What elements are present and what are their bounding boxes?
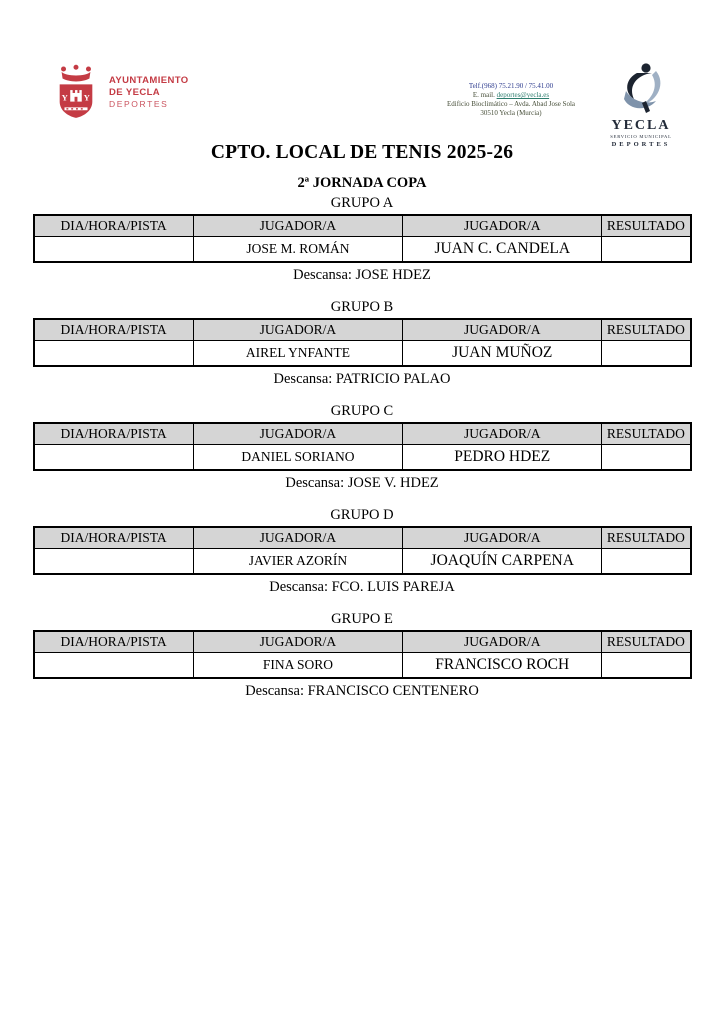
group-heading: GRUPO D [330, 507, 394, 523]
col-header-jugador-2: JUGADOR/A [403, 527, 602, 549]
player1-cell: AIREL YNFANTE [193, 341, 403, 367]
player2-cell: JOAQUÍN CARPENA [403, 549, 602, 575]
email-link[interactable]: deportes@yecla.es [496, 91, 550, 100]
contact-block [440, 82, 582, 118]
yecla-coat-of-arms-icon [52, 64, 100, 120]
email-label: E. mail. [472, 91, 495, 100]
col-header-resultado: RESULTADO [602, 423, 691, 445]
match-row [34, 341, 691, 367]
col-header-jugador-1: JUGADOR/A [193, 319, 403, 341]
group-table [33, 526, 692, 575]
org-department-line: DEPORTES [109, 98, 169, 109]
group-table [33, 214, 692, 263]
table-header-row [34, 631, 691, 653]
document-header [0, 0, 724, 148]
col-header-resultado: RESULTADO [602, 215, 691, 237]
col-header-dia-hora-pista: DIA/HORA/PISTA [34, 423, 194, 445]
col-header-jugador-1: JUGADOR/A [193, 215, 403, 237]
col-header-jugador-1: JUGADOR/A [193, 527, 403, 549]
org-name-line: DE YECLA [109, 86, 161, 98]
group-table [33, 422, 692, 471]
rest-player-line: Descansa: JOSE V. HDEZ [285, 475, 439, 491]
rest-player-line: Descansa: FCO. LUIS PAREJA [269, 579, 455, 595]
email-line [440, 91, 582, 100]
col-header-jugador-2: JUGADOR/A [403, 423, 602, 445]
col-header-resultado: RESULTADO [602, 631, 691, 653]
col-header-jugador-2: JUGADOR/A [403, 215, 602, 237]
match-row [34, 237, 691, 263]
player1-cell: JAVIER AZORÍN [193, 549, 403, 575]
schedule-cell [34, 445, 194, 471]
col-header-jugador-1: JUGADOR/A [193, 631, 403, 653]
group-table [33, 630, 692, 679]
col-header-jugador-2: JUGADOR/A [403, 631, 602, 653]
col-header-dia-hora-pista: DIA/HORA/PISTA [34, 527, 194, 549]
group-section-d [0, 507, 724, 596]
match-row [34, 445, 691, 471]
col-header-dia-hora-pista: DIA/HORA/PISTA [34, 319, 194, 341]
schedule-cell [34, 653, 194, 679]
yecla-deportes-logo [600, 62, 682, 148]
match-row [34, 549, 691, 575]
address-line: Edificio Bioclimático – Avda. Abad Jose Sola [447, 100, 575, 109]
col-header-dia-hora-pista: DIA/HORA/PISTA [34, 215, 194, 237]
schedule-cell [34, 237, 194, 263]
col-header-dia-hora-pista: DIA/HORA/PISTA [34, 631, 194, 653]
group-heading: GRUPO B [330, 299, 394, 315]
group-section-b [0, 299, 724, 388]
result-cell [602, 653, 691, 679]
sports-logo-title: YECLA [611, 118, 671, 133]
player2-cell: JUAN MUÑOZ [403, 341, 602, 367]
match-row [34, 653, 691, 679]
col-header-jugador-1: JUGADOR/A [193, 423, 403, 445]
schedule-cell [34, 549, 194, 575]
col-header-resultado: RESULTADO [602, 319, 691, 341]
player1-cell: FINA SORO [193, 653, 403, 679]
sports-logo-subtitle: SERVICIO MUNICIPAL [610, 134, 672, 139]
player2-cell: FRANCISCO ROCH [403, 653, 602, 679]
player1-cell: DANIEL SORIANO [193, 445, 403, 471]
player2-cell: PEDRO HDEZ [403, 445, 602, 471]
group-section-c [0, 403, 724, 492]
yecla-deportes-athlete-icon [612, 62, 670, 114]
table-header-row [34, 423, 691, 445]
group-heading: GRUPO C [330, 403, 394, 419]
rest-player-line: Descansa: JOSE HDEZ [293, 267, 431, 283]
svg-text:Y: Y [83, 92, 90, 103]
group-heading: GRUPO A [330, 195, 394, 211]
result-cell [602, 237, 691, 263]
sports-logo-department: DEPORTES [611, 140, 671, 148]
group-section-a [0, 195, 724, 284]
document-content [0, 142, 724, 715]
group-table [33, 318, 692, 367]
page-title: CPTO. LOCAL DE TENIS 2025-26 [210, 142, 514, 163]
rest-player-line: Descansa: PATRICIO PALAO [273, 371, 451, 387]
table-header-row [34, 527, 691, 549]
col-header-resultado: RESULTADO [602, 527, 691, 549]
result-cell [602, 549, 691, 575]
player2-cell: JUAN C. CANDELA [403, 237, 602, 263]
table-header-row [34, 319, 691, 341]
rest-player-line: Descansa: FRANCISCO CENTENERO [245, 683, 479, 699]
table-header-row [34, 215, 691, 237]
page-subtitle: 2ª JORNADA COPA [297, 175, 427, 191]
col-header-jugador-2: JUGADOR/A [403, 319, 602, 341]
org-name-line: AYUNTAMIENTO [109, 74, 189, 86]
group-section-e [0, 611, 724, 700]
city-line: 30510 Yecla (Murcia) [480, 109, 542, 118]
phone-line: Telf.(968) 75.21.90 / 75.41.00 [468, 82, 554, 90]
ayuntamiento-logo-text [109, 75, 189, 109]
player1-cell: JOSE M. ROMÁN [193, 237, 403, 263]
svg-text:Y: Y [61, 92, 68, 103]
group-heading: GRUPO E [331, 611, 393, 627]
result-cell [602, 341, 691, 367]
ayuntamiento-logo [52, 64, 189, 120]
schedule-cell [34, 341, 194, 367]
result-cell [602, 445, 691, 471]
